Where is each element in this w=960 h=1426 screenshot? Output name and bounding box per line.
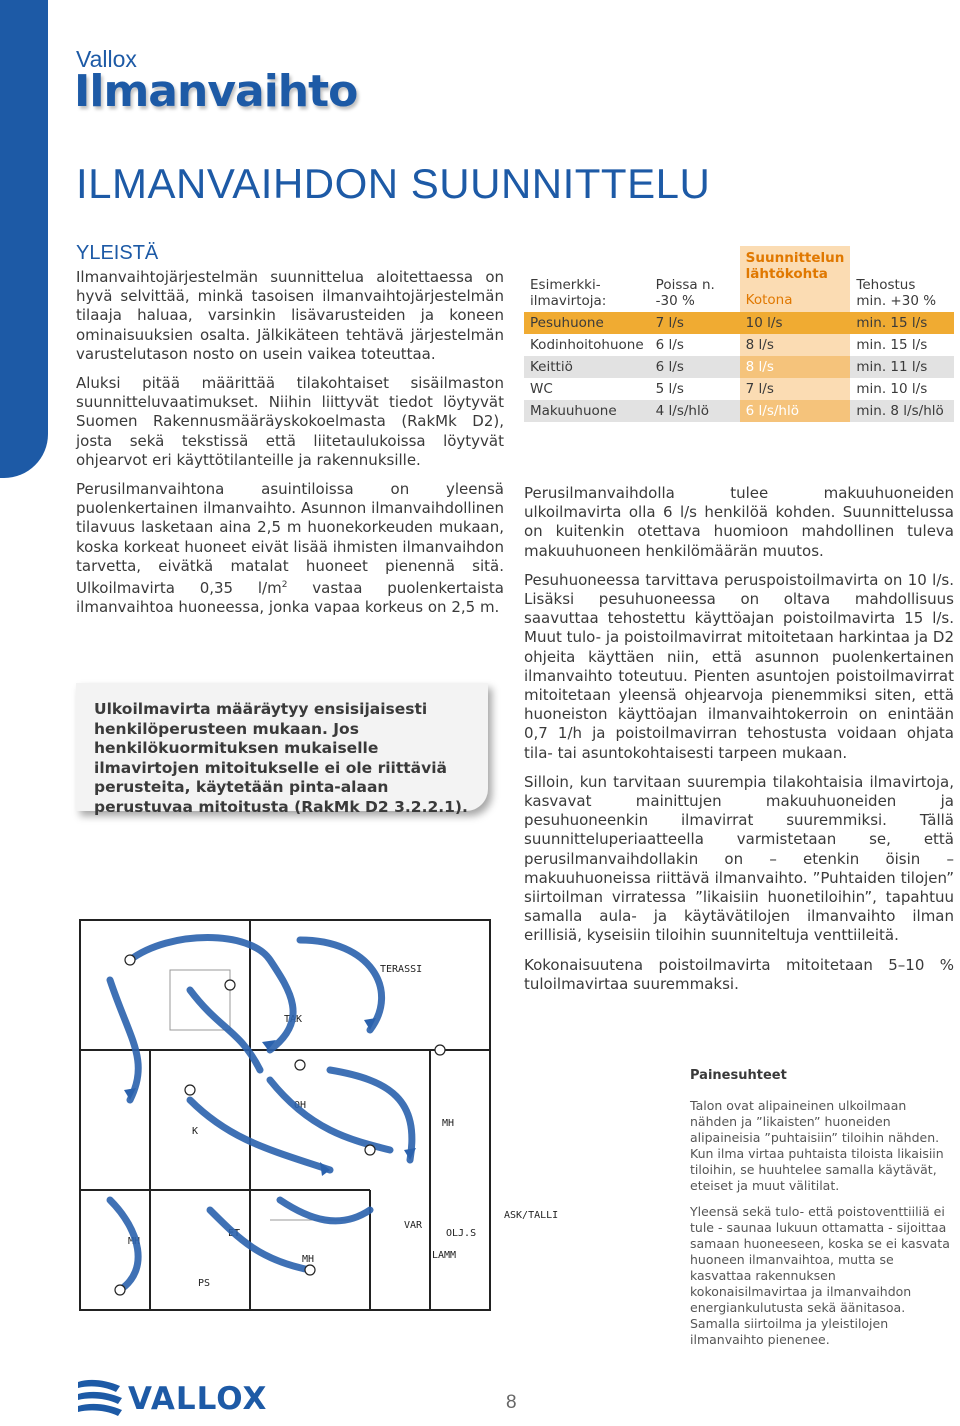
paragraph: Aluksi pitää määrittää tilakohtaiset sisäilmaston suunnitteluvaatimukset. Niihin liittyvät tiedot löytyvät Suomen Rakennusmääräyskokoelmasta (RakMk D2), josta sekä tekstissä että liitetaulukoissa löytyvät ohjearvot eri käyttötilanteille ja rakennuksille. [76,374,504,469]
paragraph: Silloin, kun tarvitaan suurempia tilakohtaisia ilmavirtoja, kasvavat mainittujen makuuhuoneiden ja pesuhuoneenkin ilmavirrat suuremmiksi. Tällä suunnitteluperiaatteella varmistetaan se, että perusilmanvaihdollakin on – etenkin öisin – makuuhuoneissa riittävä ilmanvaihto. ”Puhtaiden tilojen” siirtoilman virratessa ”likaisiin huonetiloihin”, tapahtuu samalla aula- ja käytävätilojen ilmanvaihto ilman erillisiä, kyseisiin tiloihin suunniteltuja venttiileitä. [524,772,954,945]
logo-text: VALLOX [128,1381,268,1417]
paragraph: Kokonaisuutena poistoilmavirta mitoitetaan 5–10 % tuloilmavirtaa suuremmaksi. [524,955,954,993]
room-label: PS [198,1278,211,1289]
room-label: ASK/TALLI [504,1210,559,1221]
paragraph: Ilmanvaihtojärjestelmän suunnittelua aloitettaessa on hyvä selvittää, minkä tasoisen ilmanvaihtojärjestelmän tilaaja haluaa, varsinkin lisävarusteiden ja koneen ominaisuuksien osalta. Jälkikäteen tehtävä järjestelmän varustelutason nosto on usein vaikea toteuttaa. [76,268,504,363]
paragraph: Pesuhuoneessa tarvittava peruspoistoilmavirta on 10 l/s. Lisäksi pesuhuoneessa on oltava mahdollisuus saavuttaa tehostettu käyttöajan poistoilmavirta 15 l/s. Muut tulo- ja poistoilmavirrat mitoitetaan harkintaa ja D2 ohjeita käyttäen niin, että asunnon puolenkertainen ilmanvaihto toteutuu. Pienten asuntojen poistoilmavirrat mitoitetaan yleensä ohjearvoja pienemmiksi siten, että huoneiston käyttöajan ilmanvaihtokerroin on enintään 0,7 1/h ja poistoilmavirran tehostusta voidaan ohjata tila- tai asuntokohtaisesti tarpeen mukaan. [524,570,954,762]
table-row: Keittiö 6 l/s 8 l/s min. 11 l/s [524,356,954,378]
brand-label: Vallox [76,46,137,72]
left-column [76,268,504,627]
room-label: MH [442,1118,455,1129]
paragraph: Talon ovat alipaineinen ulkoilmaan nähden ja ”likaisten” huoneiden alipaineisia ”puhtaisiin” tiloihin nähden. Kun ilma virtaa puhtaista tiloista likaisiin tiloihin, se huuhtelee samalla käytävät, eteiset ja muut välitilat. [690,1098,944,1193]
room-label: K [192,1126,199,1137]
header-title: Ilmanvaihto [74,66,358,117]
section-heading: YLEISTÄ [76,242,159,264]
header-example: Esimerkki-ilmavirtoja: [530,277,607,309]
right-column [524,484,954,1004]
header-away: Poissa n. -30 % [655,277,715,309]
sidebar-accent-bar [0,0,48,478]
room-label: ET [228,1228,241,1239]
table-row: WC 5 l/s 7 l/s min. 10 l/s [524,378,954,400]
header-boost: Tehostus min. +30 % [856,277,937,309]
room-label: TAK [284,1014,303,1025]
room-label: OH [294,1100,307,1111]
table-row: Pesuhuone 7 l/s 10 l/s min. 15 l/s [524,312,954,334]
page-title: ILMANVAIHDON SUUNNITTELU [76,160,711,207]
floorplan-diagram [70,900,559,1320]
airflow-table [524,246,954,422]
page-number: 8 [506,1392,517,1413]
pressure-title: Painesuhteet [690,1068,787,1083]
room-label: VAR [404,1220,423,1231]
paragraph: Perusilmanvaihtona asuintiloissa on yleensä puolenkertainen ilmanvaihto. Asunnon ilmanvaihdollinen tilavuus lasketaan aina 2,5 m huonekorkeuden mukaan, koska korkeat huoneet eivät lisää ihmisten ilmanvaihdon tarvetta, eivätkä matalat huoneet pienennä sitä. Ulkoilmavirta 0,35 $l/m^2$ vastaa puolenkertaista ilmanvaihtoa huoneessa, jonka vapaa korkeus on 2,5 m. [76,480,504,617]
room-label: MH [302,1254,315,1265]
room-label: LAMM [432,1250,457,1261]
header-home: Suunnittelun lähtökohta Kotona [740,246,851,312]
table-row: Makuuhuone 4 l/s/hlö 6 l/s/hlö min. 8 l/s/hlö [524,400,954,422]
paragraph: Yleensä sekä tulo- että poistoventtiiliä ei tule - saunaa lukuun ottamatta - sijoittaa samaan huoneeseen, koska se ei kasvata huoneen ilmanvaihtoa, mutta se kasvattaa rakennuksen kokonaisilmavirtaa ja ilmanvaihdon energiankulutusta sekä äänitasoa. Samalla siirtoilma ja yleistilojen ilmanvaihto pienenee. [690,1204,950,1347]
pressure-info [690,1068,952,1358]
callout-text: Ulkoilmavirta määräytyy ensisijaisesti henkilöperusteen mukaan. Jos henkilökuormituksen mukaiselle ilmavirtojen mitoitukselle ei ole riittäviä perusteita, käytetään pinta-alaan perustuvaa mitoitusta (RakMk D2 3.2.2.1). [94,700,468,816]
room-label: TERASSI [380,964,423,975]
table-row: Kodinhoitohuone 6 l/s 8 l/s min. 15 l/s [524,334,954,356]
room-label: MH [128,1236,141,1247]
room-label: OLJ.S [446,1228,477,1239]
paragraph: Perusilmanvaihdolla tulee makuuhuoneiden ulkoilmavirta olla 6 l/s henkilöä kohden. Suunnittelussa on kuitenkin otettava huomioon mahdollinen tuleva makuuhuoneen henkilömäärän muutos. [524,484,954,560]
